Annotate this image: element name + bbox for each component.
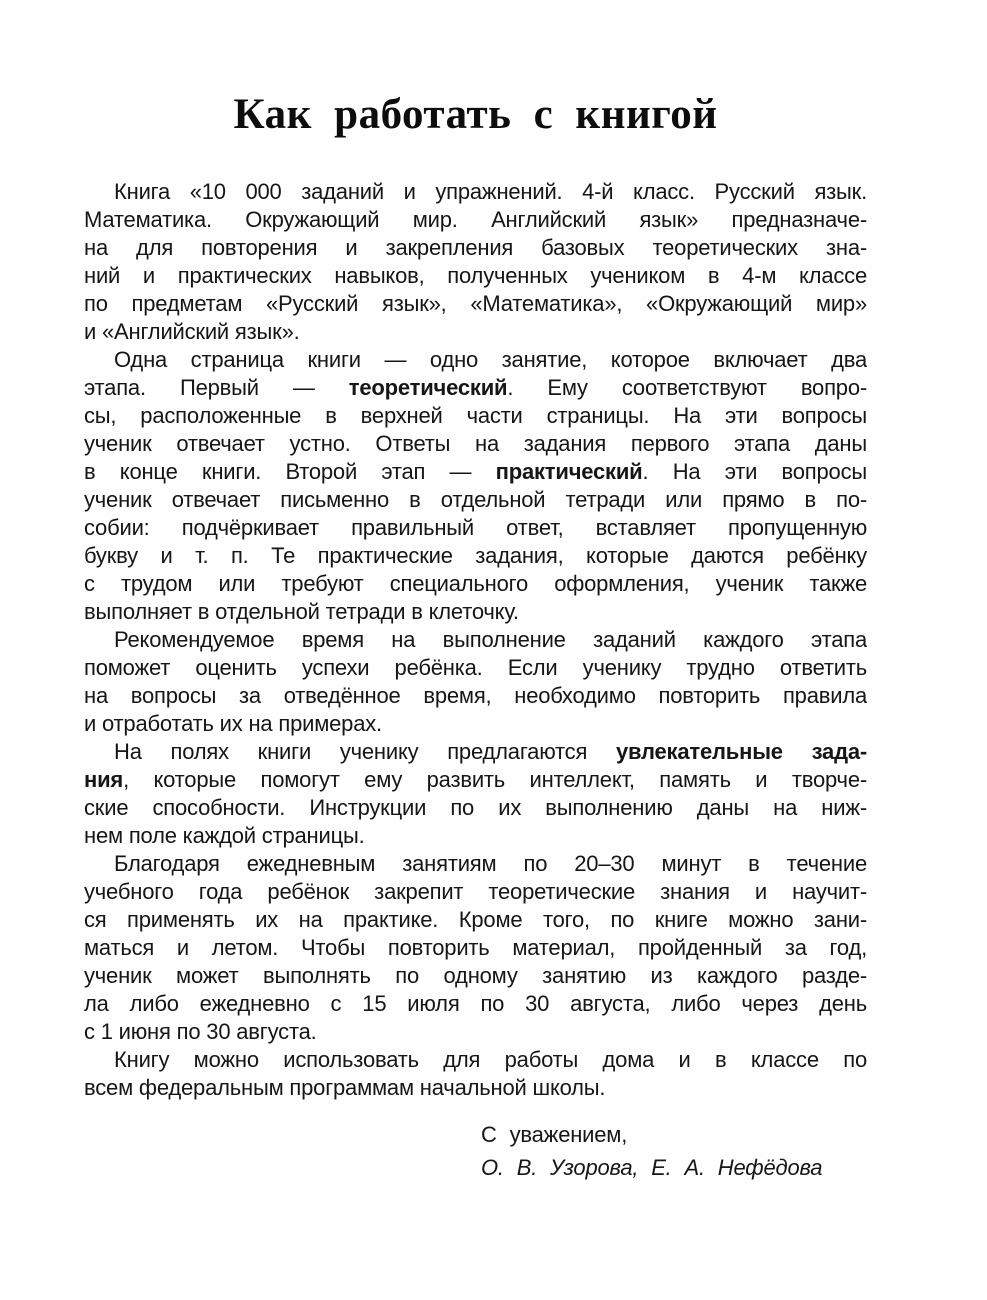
text-segment: . На эти вопросы xyxy=(642,459,867,484)
text-line xyxy=(84,458,867,486)
text-segment: ний и практических навыков, полученных учеником в 4-м классе xyxy=(84,263,867,288)
text-line xyxy=(84,262,867,290)
text-segment: сы, расположенные в верхней части страницы. На эти вопросы xyxy=(84,403,867,428)
text-line xyxy=(84,206,867,234)
bold-text-segment: увлекательные зада- xyxy=(615,739,867,764)
paragraph xyxy=(84,1046,867,1102)
text-line xyxy=(84,318,867,346)
text-line xyxy=(84,430,867,458)
text-segment: всем федеральным программам начальной школы. xyxy=(84,1075,606,1100)
text-segment: ученик отвечает устно. Ответы на задания первого этапа даны xyxy=(84,431,867,456)
text-segment: и отработать их на примерах. xyxy=(84,711,382,736)
text-line xyxy=(84,934,867,962)
text-segment: учебного года ребёнок закрепит теоретические знания и научит- xyxy=(84,879,867,904)
text-segment: с трудом или требуют специального оформления, ученик также xyxy=(84,571,867,596)
text-segment: собии: подчёркивает правильный ответ, вставляет пропущенную xyxy=(84,515,867,540)
text-line xyxy=(84,906,867,934)
text-segment: на вопросы за отведённое время, необходимо повторить правила xyxy=(84,683,867,708)
text-segment: На полях книги ученику предлагаются xyxy=(114,739,616,764)
text-line xyxy=(84,1074,867,1102)
text-line xyxy=(84,374,867,402)
text-segment: ся применять их на практике. Кроме того, по книге можно зани- xyxy=(84,907,867,932)
text-segment: Книга «10 000 заданий и упражнений. 4-й класс. Русский язык. xyxy=(114,179,867,204)
text-segment: ученик может выполнять по одному занятию из каждого разде- xyxy=(84,963,867,988)
text-line xyxy=(84,346,867,374)
text-segment: Благодаря ежедневным занятиям по 20–30 минут в течение xyxy=(114,851,867,876)
text-line xyxy=(84,738,867,766)
text-line xyxy=(84,1018,867,1046)
text-segment: . Ему соответствуют вопро- xyxy=(507,375,867,400)
text-segment: букву и т. п. Те практические задания, которые даются ребёнку xyxy=(84,543,867,568)
text-line xyxy=(84,234,867,262)
text-segment: этапа. Первый — xyxy=(84,375,349,400)
paragraph xyxy=(84,178,867,346)
text-line xyxy=(84,822,867,850)
text-segment: и «Английский язык». xyxy=(84,319,300,344)
bold-text-segment: практический xyxy=(495,459,643,484)
text-segment: ские способности. Инструкции по их выполнению даны на ниж- xyxy=(84,795,867,820)
page-title: Как работать с книгой xyxy=(233,91,718,138)
paragraph xyxy=(84,626,867,738)
signature-salutation: С уважением, xyxy=(481,1122,628,1147)
text-line xyxy=(84,962,867,990)
text-segment: , которые помогут ему развить интеллект, память и творче- xyxy=(123,767,867,792)
text-line xyxy=(84,402,867,430)
text-line xyxy=(84,1046,867,1074)
text-line xyxy=(84,794,867,822)
text-segment: с 1 июня по 30 августа. xyxy=(84,1019,317,1044)
bold-text-segment: теоретический xyxy=(348,375,508,400)
text-line xyxy=(84,878,867,906)
text-line xyxy=(84,178,867,206)
text-segment: выполняет в отдельной тетради в клеточку. xyxy=(84,599,519,624)
text-line xyxy=(84,570,867,598)
text-line xyxy=(84,542,867,570)
text-line xyxy=(84,514,867,542)
text-segment: в конце книги. Второй этап — xyxy=(84,459,496,484)
text-segment: Математика. Окружающий мир. Английский язык» предназначе- xyxy=(84,207,867,232)
signature-authors: О. В. Узорова, Е. А. Нефёдова xyxy=(481,1155,823,1180)
text-line xyxy=(84,766,867,794)
text-line xyxy=(84,710,867,738)
text-segment: по предметам «Русский язык», «Математика», «Окружающий мир» xyxy=(84,291,867,316)
text-segment: ла либо ежедневно с 15 июля по 30 августа, либо через день xyxy=(84,991,867,1016)
text-line xyxy=(84,626,867,654)
text-line xyxy=(84,654,867,682)
text-segment: поможет оценить успехи ребёнка. Если ученику трудно ответить xyxy=(84,655,867,680)
text-segment: Одна страница книги — одно занятие, которое включает два xyxy=(114,347,867,372)
text-segment: нем поле каждой страницы. xyxy=(84,823,365,848)
paragraph xyxy=(84,850,867,1046)
paragraph xyxy=(84,738,867,850)
text-segment: ученик отвечает письменно в отдельной тетради или прямо в по- xyxy=(84,487,867,512)
bold-text-segment: ния xyxy=(84,767,124,792)
text-line xyxy=(84,850,867,878)
text-line xyxy=(84,990,867,1018)
text-line xyxy=(84,290,867,318)
text-line xyxy=(84,598,867,626)
page-body-text xyxy=(84,178,867,1102)
signature-block xyxy=(481,1118,867,1184)
text-segment: Книгу можно использовать для работы дома и в классе по xyxy=(114,1047,867,1072)
text-line xyxy=(84,682,867,710)
text-segment: на для повторения и закрепления базовых теоретических зна- xyxy=(84,235,867,260)
paragraph xyxy=(84,346,867,626)
text-segment: маться и летом. Чтобы повторить материал, пройденный за год, xyxy=(84,935,867,960)
text-segment: Рекомендуемое время на выполнение заданий каждого этапа xyxy=(114,627,867,652)
text-line xyxy=(84,486,867,514)
